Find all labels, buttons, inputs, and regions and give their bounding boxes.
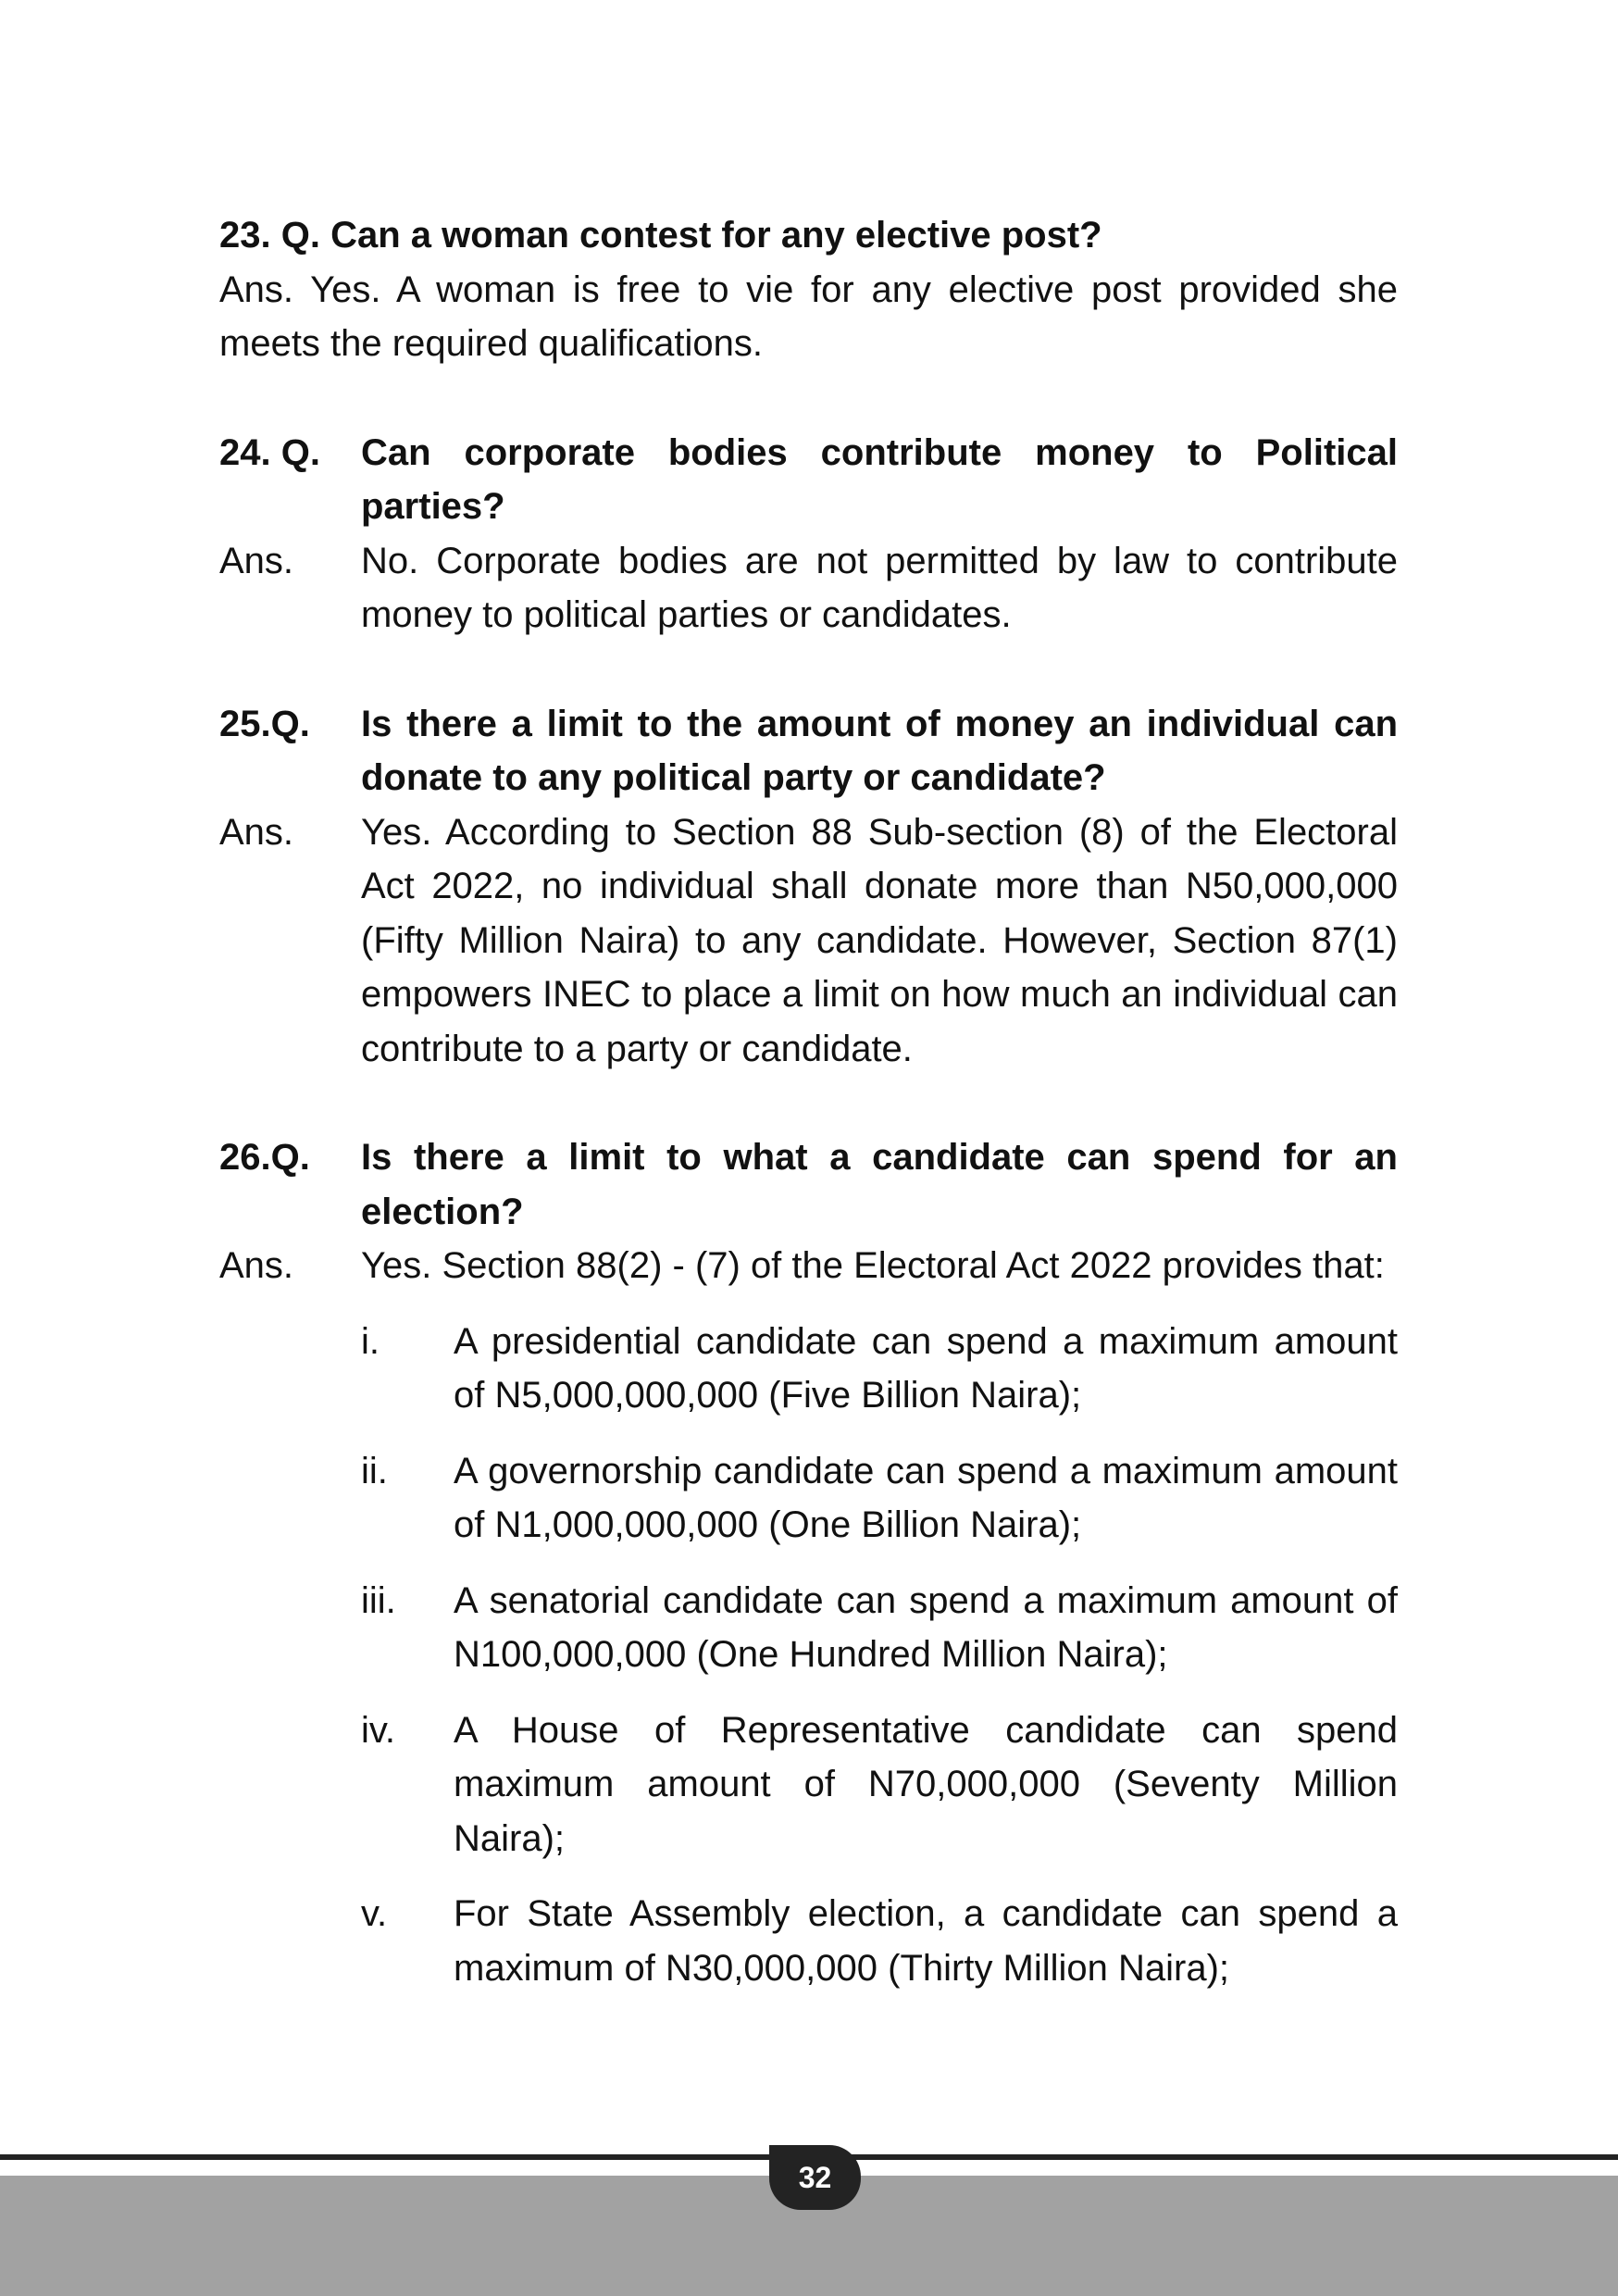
answer-text: Yes. Section 88(2) - (7) of the Electoral Act 2022 provides that: <box>361 1245 1385 1286</box>
answer-text: Yes. According to Section 88 Sub-section (8) of the Electoral Act 2022, no individual shall donate more than N50,000,000 (Fifty Million Naira) to any candidate. However, Section 87(1) empowers INEC to place a limit on how much an individual can contribute to a party or candidate. <box>361 811 1398 1069</box>
question-text: Is there a limit to what a candidate can spend for an election? <box>361 1137 1398 1232</box>
question-text: Is there a limit to the amount of money an individual can donate to any political party or candidate? <box>361 703 1398 798</box>
qa-item-25 <box>219 697 1398 1077</box>
answer-label: Ans. <box>219 540 294 581</box>
document-page <box>219 208 1398 2016</box>
answer-label: Ans. <box>219 1245 294 1286</box>
answer-text: No. Corporate bodies are not permitted by law to contribute money to political parties or candidates. <box>361 540 1398 635</box>
list-numeral: iii. <box>361 1579 396 1621</box>
question-24 <box>219 426 1398 534</box>
question-23 <box>219 208 1398 263</box>
question-number: 23. Q. <box>219 215 320 256</box>
list-text: A senatorial candidate can spend a maximum amount of N100,000,000 (One Hundred Million Naira); <box>454 1579 1398 1675</box>
spending-limits-list <box>361 1315 1398 1996</box>
answer-24 <box>219 534 1398 643</box>
question-text: Can a woman contest for any elective post? <box>330 215 1102 256</box>
question-25 <box>219 697 1398 805</box>
list-item-state-assembly <box>361 1887 1398 1995</box>
list-numeral: i. <box>361 1320 380 1362</box>
answer-text: Yes. A woman is free to vie for any elective post provided she meets the required qualifications. <box>219 268 1399 364</box>
qa-item-26 <box>219 1130 1398 1995</box>
list-item-house-of-reps <box>361 1703 1398 1866</box>
qa-item-24 <box>219 426 1398 643</box>
list-text: For State Assembly election, a candidate can spend a maximum of N30,000,000 (Thirty Million Naira); <box>454 1893 1398 1989</box>
list-text: A presidential candidate can spend a maximum amount of N5,000,000,000 (Five Billion Naira); <box>454 1320 1398 1416</box>
answer-26 <box>219 1239 1398 1293</box>
list-text: A governorship candidate can spend a maximum amount of N1,000,000,000 (One Billion Naira); <box>454 1450 1398 1545</box>
question-number: 25.Q. <box>219 703 310 744</box>
answer-25 <box>219 805 1398 1077</box>
list-numeral: ii. <box>361 1450 388 1491</box>
list-numeral: v. <box>361 1893 388 1934</box>
answer-label: Ans. <box>219 268 294 310</box>
answer-23 <box>219 263 1398 371</box>
list-item-senatorial <box>361 1574 1398 1682</box>
question-text: Can corporate bodies contribute money to Political parties? <box>361 431 1398 527</box>
page-number-badge: 32 <box>769 2145 861 2210</box>
question-number: 24. Q. <box>219 431 320 473</box>
list-item-presidential <box>361 1315 1398 1423</box>
list-text: A House of Representative candidate can spend maximum amount of N70,000,000 (Seventy Million Naira); <box>454 1709 1398 1859</box>
answer-label: Ans. <box>219 811 294 853</box>
list-numeral: iv. <box>361 1709 396 1751</box>
question-number: 26.Q. <box>219 1137 310 1178</box>
qa-item-23 <box>219 208 1398 371</box>
question-26 <box>219 1130 1398 1239</box>
list-item-governorship <box>361 1444 1398 1553</box>
